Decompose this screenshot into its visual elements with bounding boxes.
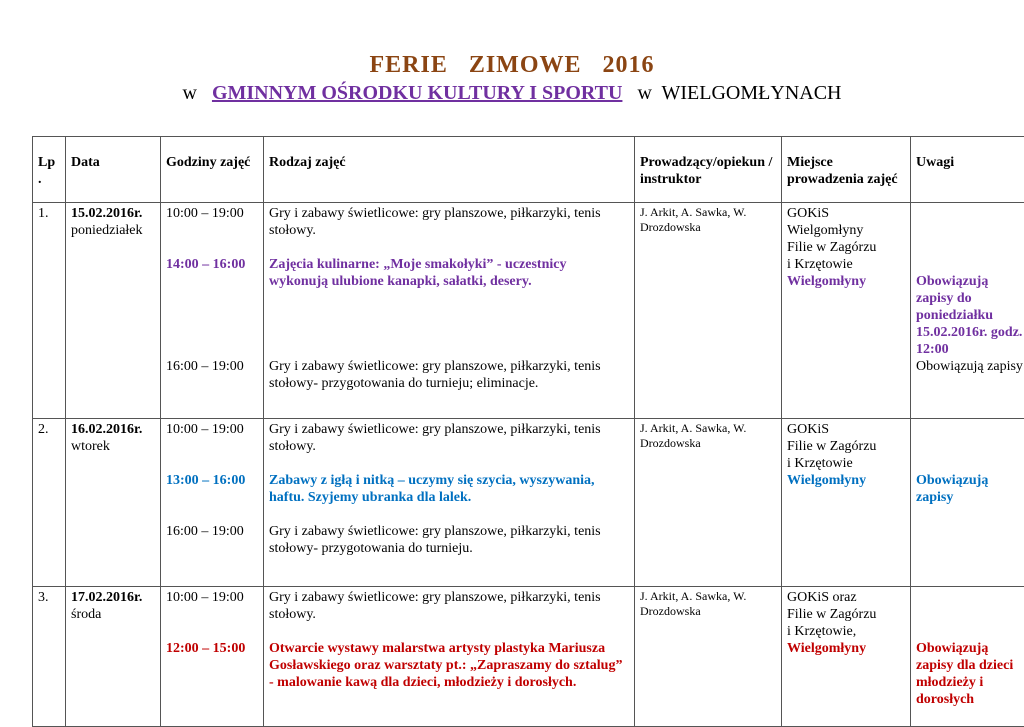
note: Obowiązują zapisy do poniedziałku 15.02.2016r. godz. 12:00 xyxy=(916,273,1024,358)
row-number: 1. xyxy=(33,203,66,419)
time-slot: 12:00 – 15:00 xyxy=(166,640,258,657)
activity: Zajęcia kulinarne: „Moje smakołyki” - uczestnicy wykonują ulubione kanapki, sałatki, desery. xyxy=(269,256,629,290)
place-line: Wielgomłyny xyxy=(787,222,905,239)
table-row xyxy=(33,419,1024,587)
time-slot: 14:00 – 16:00 xyxy=(166,256,258,273)
row-place-cell xyxy=(782,419,911,587)
place-line: i Krzętowie, xyxy=(787,623,905,640)
row-day: wtorek xyxy=(71,438,155,455)
row-notes-cell xyxy=(911,419,1024,587)
time-slot: 16:00 – 19:00 xyxy=(166,523,258,540)
activity: Zabawy z igłą i nitką – uczymy się szycia, wyszywania, haftu. Szyjemy ubranka dla lalek. xyxy=(269,472,629,506)
place-line: Filie w Zagórzu xyxy=(787,239,905,256)
column-header-instructor: Prowadzący/opiekun / instruktor xyxy=(635,137,782,203)
activity: Gry i zabawy świetlicowe: gry planszowe, piłkarzyki, tenis stołowy- przygotowania do turnieju; eliminacje. xyxy=(269,358,629,392)
time-slot: 10:00 – 19:00 xyxy=(166,589,258,606)
row-date-cell xyxy=(66,203,161,419)
organization-name: GMINNYM OŚRODKU KULTURY I SPORTU xyxy=(212,82,622,104)
place-special: Wielgomłyny xyxy=(787,273,905,290)
row-activity-cell xyxy=(264,587,635,727)
row-place-cell xyxy=(782,587,911,727)
activity: Gry i zabawy świetlicowe: gry planszowe, piłkarzyki, tenis stołowy- przygotowania do turnieju. xyxy=(269,523,629,557)
row-activity-cell xyxy=(264,203,635,419)
place-line: Filie w Zagórzu xyxy=(787,606,905,623)
row-place-cell xyxy=(782,203,911,419)
column-header-date: Data xyxy=(66,137,161,203)
document-title: FERIE ZIMOWE 2016 xyxy=(0,52,1024,79)
place-special: Wielgomłyny xyxy=(787,472,905,489)
row-notes-cell xyxy=(911,587,1024,727)
row-date: 15.02.2016r. xyxy=(71,205,155,222)
time-slot: 16:00 – 19:00 xyxy=(166,358,258,375)
time-slot: 13:00 – 16:00 xyxy=(166,472,258,489)
place-line: GOKiS xyxy=(787,421,905,438)
table-row xyxy=(33,203,1024,419)
row-instructor: J. Arkit, A. Sawka, W. Drozdowska xyxy=(635,203,782,419)
subtitle-prefix: w xyxy=(183,82,212,104)
document-subtitle xyxy=(0,82,1024,105)
note: Obowiązują zapisy xyxy=(916,472,1024,506)
activity: Gry i zabawy świetlicowe: gry planszowe, piłkarzyki, tenis stołowy. xyxy=(269,421,629,455)
time-slot: 10:00 – 19:00 xyxy=(166,421,258,438)
row-day: poniedziałek xyxy=(71,222,155,239)
row-instructor: J. Arkit, A. Sawka, W. Drozdowska xyxy=(635,419,782,587)
note: Obowiązują zapisy dla dzieci młodzieży i dorosłych xyxy=(916,640,1024,708)
subtitle-location: w WIELGOMŁYNACH xyxy=(622,82,841,104)
place-line: GOKiS xyxy=(787,205,905,222)
row-day: środa xyxy=(71,606,155,623)
column-header-hours: Godziny zajęć xyxy=(161,137,264,203)
column-header-notes: Uwagi xyxy=(911,137,1024,203)
row-date-cell xyxy=(66,587,161,727)
row-hours-cell xyxy=(161,203,264,419)
activity: Otwarcie wystawy malarstwa artysty plastyka Mariusza Gosławskiego oraz warsztaty pt.: „Zapraszamy do sztalug” - malowanie kawą dla dzieci, młodzieży i dorosłych. xyxy=(269,640,629,691)
row-date: 17.02.2016r. xyxy=(71,589,155,606)
place-line: GOKiS oraz xyxy=(787,589,905,606)
note: Obowiązują zapisy xyxy=(916,358,1024,375)
row-date-cell xyxy=(66,419,161,587)
row-activity-cell xyxy=(264,419,635,587)
row-date: 16.02.2016r. xyxy=(71,421,155,438)
row-number: 3. xyxy=(33,587,66,727)
row-number: 2. xyxy=(33,419,66,587)
row-hours-cell xyxy=(161,587,264,727)
row-notes-cell xyxy=(911,203,1024,419)
time-slot: 10:00 – 19:00 xyxy=(166,205,258,222)
table-header-row xyxy=(33,137,1024,203)
row-instructor: J. Arkit, A. Sawka, W. Drozdowska xyxy=(635,587,782,727)
table-row xyxy=(33,587,1024,727)
activity: Gry i zabawy świetlicowe: gry planszowe, piłkarzyki, tenis stołowy. xyxy=(269,589,629,623)
place-line: i Krzętowie xyxy=(787,256,905,273)
row-hours-cell xyxy=(161,419,264,587)
place-line: Filie w Zagórzu xyxy=(787,438,905,455)
schedule-table xyxy=(32,136,1024,727)
place-line: i Krzętowie xyxy=(787,455,905,472)
column-header-activity: Rodzaj zajęć xyxy=(264,137,635,203)
place-special: Wielgomłyny xyxy=(787,640,905,657)
column-header-lp: Lp . xyxy=(33,137,66,203)
activity: Gry i zabawy świetlicowe: gry planszowe, piłkarzyki, tenis stołowy. xyxy=(269,205,629,239)
column-header-place: Miejsce prowadzenia zajęć xyxy=(782,137,911,203)
